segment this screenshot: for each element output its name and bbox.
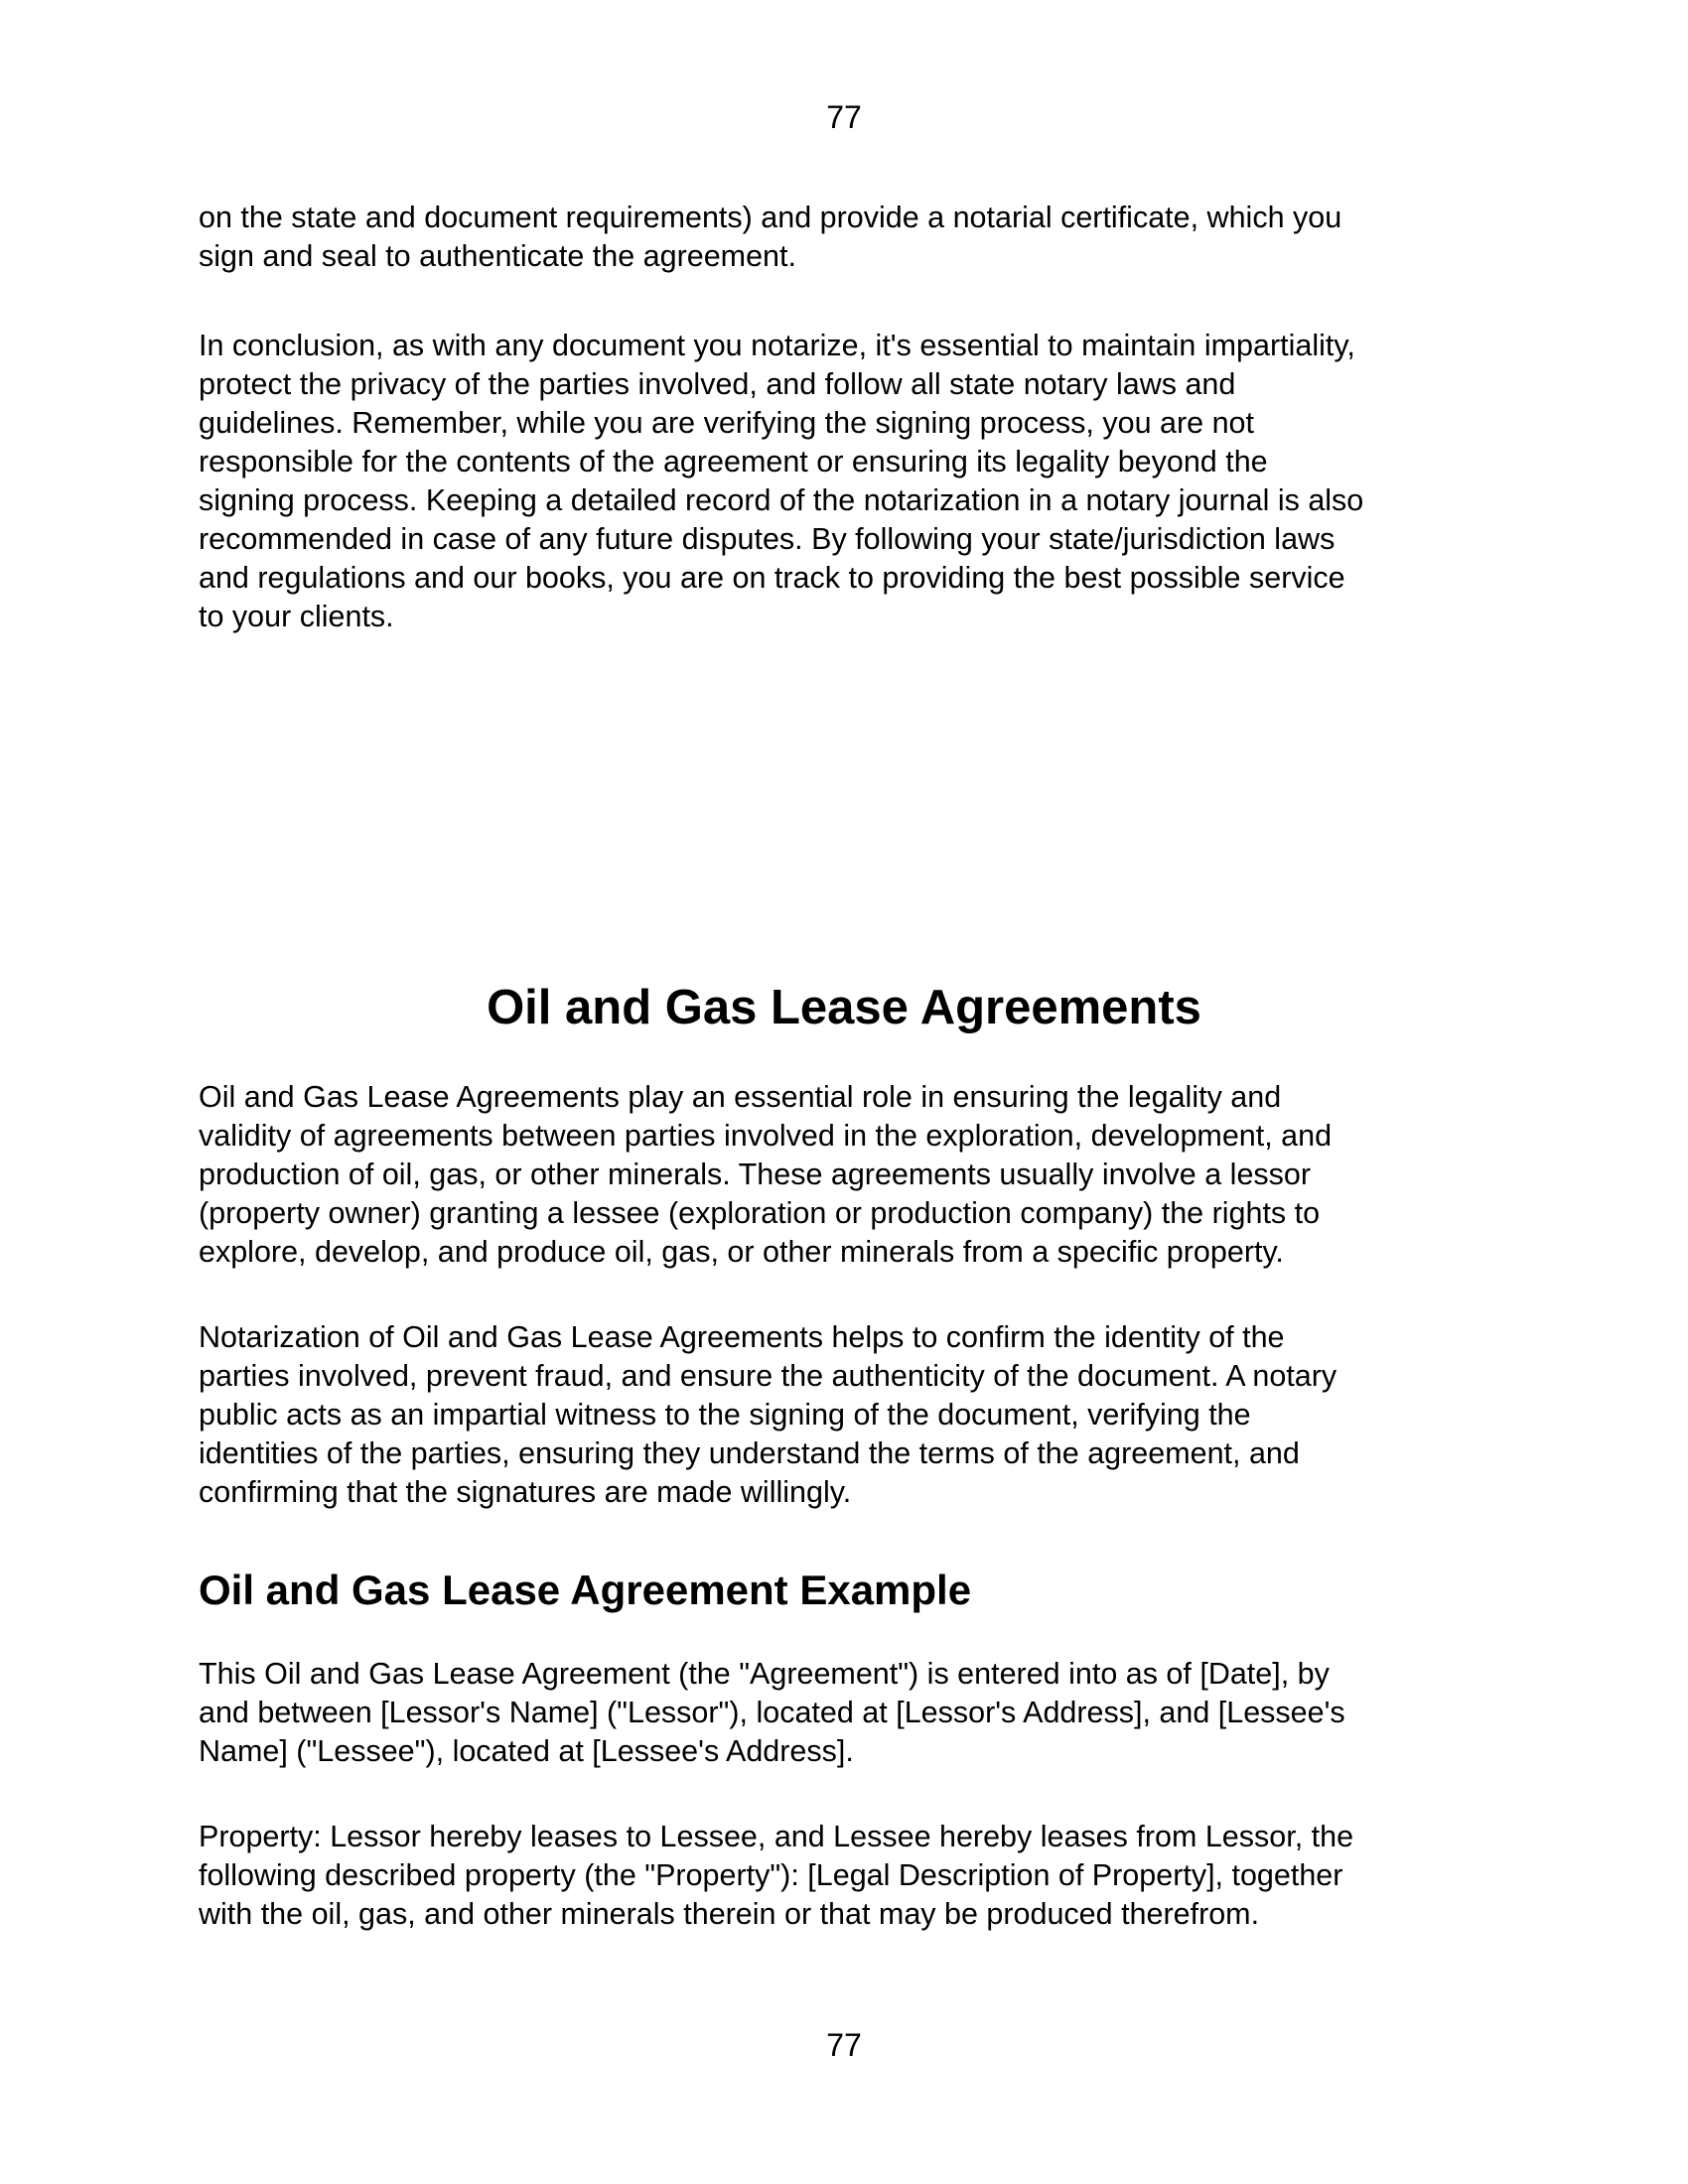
text-line: Name] ("Lessee"), located at [Lessee's Address]. bbox=[199, 1734, 854, 1768]
text-line: identities of the parties, ensuring they understand the terms of the agreement, and bbox=[199, 1436, 1300, 1470]
text-line: and between [Lessor's Name] ("Lessor"), located at [Lessor's Address], and [Lessee's bbox=[199, 1696, 1345, 1729]
text-line: production of oil, gas, or other minerals. These agreements usually involve a lessor bbox=[199, 1158, 1312, 1191]
text-line: Oil and Gas Lease Agreements play an essential role in ensuring the legality and bbox=[199, 1080, 1282, 1114]
text-line: Property: Lessor hereby leases to Lessee, and Lessee hereby leases from Lessor, the bbox=[199, 1820, 1354, 1853]
text-line: (property owner) granting a lessee (exploration or production company) the rights to bbox=[199, 1196, 1321, 1230]
text-line: signing process. Keeping a detailed record of the notarization in a notary journal is also bbox=[199, 483, 1364, 517]
text-line: recommended in case of any future disputes. By following your state/jurisdiction laws bbox=[199, 522, 1336, 556]
text-line: validity of agreements between parties involved in the exploration, development, and bbox=[199, 1119, 1333, 1153]
text-line: following described property (the "Property"): [Legal Description of Property], together bbox=[199, 1858, 1343, 1892]
paragraph-lease-overview bbox=[199, 1078, 1509, 1272]
text-line: confirming that the signatures are made willingly. bbox=[199, 1475, 852, 1509]
text-line: guidelines. Remember, while you are verifying the signing process, you are not bbox=[199, 406, 1254, 440]
text-line: with the oil, gas, and other minerals therein or that may be produced therefrom. bbox=[199, 1897, 1260, 1931]
page-number-bottom: 77 bbox=[826, 2027, 862, 2063]
paragraph-conclusion bbox=[199, 327, 1509, 636]
text-line: to your clients. bbox=[199, 600, 394, 633]
text-line: responsible for the contents of the agreement or ensuring its legality beyond the bbox=[199, 445, 1268, 478]
subsection-title: Oil and Gas Lease Agreement Example bbox=[199, 1567, 972, 1613]
text-line: protect the privacy of the parties involved, and follow all state notary laws and bbox=[199, 367, 1236, 401]
text-line: In conclusion, as with any document you notarize, it's essential to maintain impartiality, bbox=[199, 329, 1355, 362]
text-line: parties involved, prevent fraud, and ensure the authenticity of the document. A notary bbox=[199, 1359, 1337, 1393]
text-line: public acts as an impartial witness to the signing of the document, verifying the bbox=[199, 1398, 1251, 1432]
text-line: on the state and document requirements) and provide a notarial certificate, which you bbox=[199, 201, 1342, 234]
text-line: and regulations and our books, you are on track to providing the best possible service bbox=[199, 561, 1345, 595]
text-line: explore, develop, and produce oil, gas, or other minerals from a specific property. bbox=[199, 1235, 1284, 1269]
paragraph-notarization bbox=[199, 1318, 1509, 1512]
text-line: sign and seal to authenticate the agreement. bbox=[199, 239, 796, 273]
paragraph-agreement-parties bbox=[199, 1655, 1509, 1771]
text-line: This Oil and Gas Lease Agreement (the "Agreement") is entered into as of [Date], by bbox=[199, 1657, 1330, 1691]
paragraph-notarial-certificate bbox=[199, 199, 1509, 276]
paragraph-property bbox=[199, 1818, 1509, 1934]
text-line: Notarization of Oil and Gas Lease Agreements helps to confirm the identity of the bbox=[199, 1320, 1285, 1354]
page-number-top: 77 bbox=[826, 99, 862, 135]
section-title: Oil and Gas Lease Agreements bbox=[487, 981, 1201, 1034]
